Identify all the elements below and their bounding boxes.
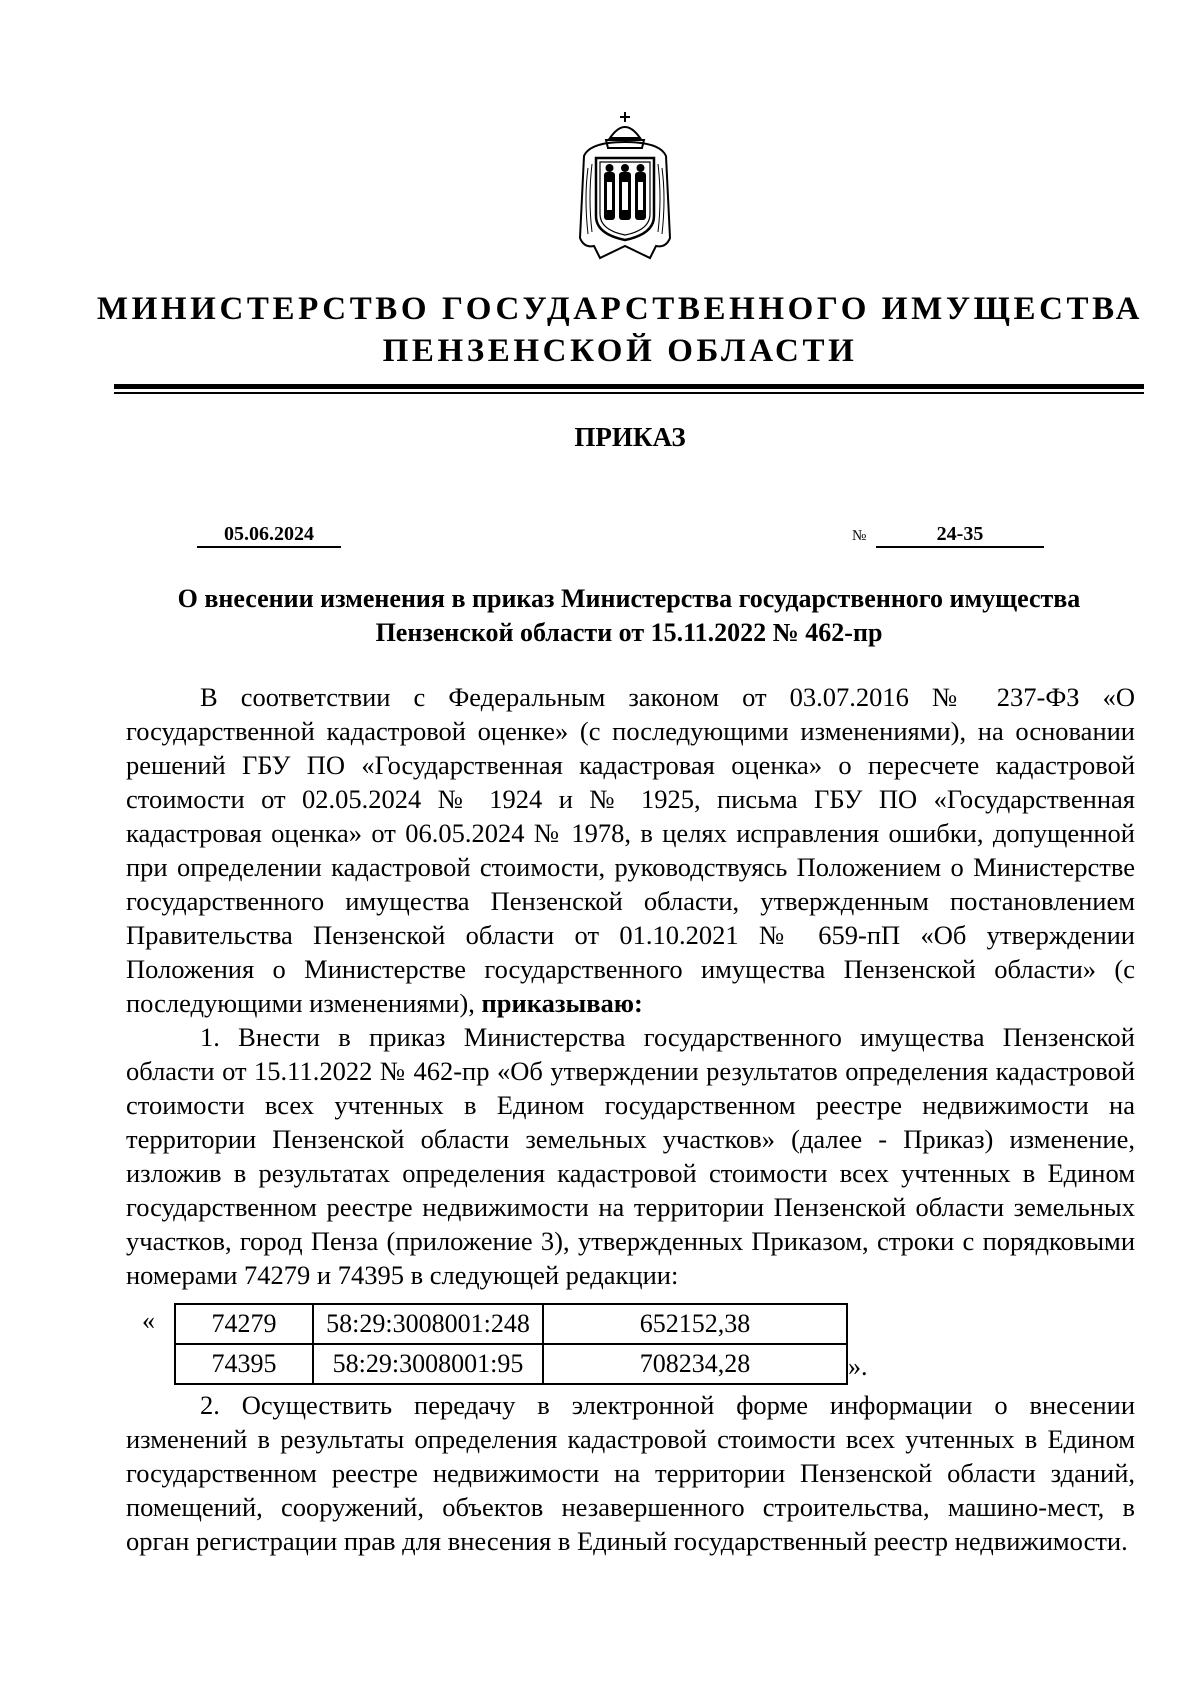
document-subject [114,582,1144,650]
subject-line1: О внесении изменения в приказ Министерства государственного имущества [177,584,1081,613]
document-type: ПРИКАЗ [574,422,686,452]
cadastral-table [174,1303,848,1385]
document-number: 24-35 [876,522,1044,548]
table-row [175,1344,847,1384]
item-2-paragraph: 2. Осуществить передачу в электронной форме информации о внесении изменений в результаты определения кадастровой стоимости всех учтенных в Едином государственном реестре недвижимости на территории Пензенской области зданий, помещений, сооружений, объектов незавершенного строительства, машино-мест, в орган регистрации прав для внесения в Единый государственный реестр недвижимости. [126,1390,1135,1556]
preamble-text: В соответствии с Федеральным законом от 03.07.2016 № 237-ФЗ «О государственной кадастровой оценке» (с последующими изменениями), на основании решений ГБУ ПО «Государственная кадастровая оценка» о пересчете кадастровой стоимости от 02.05.2024 № 1924 и № 1925, письма ГБУ ПО «Государственная кадастровая оценка» от 06.05.2024 № 1978, в целях исправления ошибки, допущенной при определении кадастровой стоимости, руководствуясь Положением о Министерстве государственного имущества Пензенской области, утвержденным постановлением Правительства Пензенской области от 01.10.2021 № 659-пП «Об утверждении Положения о Министерстве государственного имущества Пензенской области» (с последующими изменениями), [126,682,1135,1018]
subject-line2: Пензенской области от 15.11.2022 № 462-пр [375,618,883,647]
preamble-paragraph [126,680,1135,1020]
ministry-title-line1: МИНИСТЕРСТВО ГОСУДАРСТВЕННОГО ИМУЩЕСТВА [96,291,1144,327]
ministry-title [0,288,1200,372]
quote-open: « [142,1306,155,1335]
document-date: 05.06.2024 [197,522,341,548]
cadastral-number-cell: 58:29:3008001:95 [313,1344,543,1384]
row-number-cell: 74395 [175,1344,313,1384]
cadastral-value-cell: 708234,28 [543,1344,847,1384]
ministry-title-line2: ПЕНЗЕНСКОЙ ОБЛАСТИ [382,333,858,369]
item-1-paragraph: 1. Внести в приказ Министерства государственного имущества Пензенской области от 15.11.2022 № 462-пр «Об утверждении результатов определения кадастровой стоимости всех учтенных в Едином государственном реестре недвижимости на территории Пензенской области земельных участков» (далее - Приказ) изменение, изложив в результатах определения кадастровой стоимости всех учтенных в Едином государственном реестре недвижимости на территории Пензенской области земельных участков, город Пенза (приложение 3), утвержденных Приказом, строки с порядковыми номерами 74279 и 74395 в следующей редакции: [126,1022,1135,1290]
row-number-cell: 74279 [175,1304,313,1344]
table-row [175,1304,847,1344]
cadastral-value-cell: 652152,38 [543,1304,847,1344]
cadastral-number-cell: 58:29:3008001:248 [313,1304,543,1344]
quote-close: ». [848,1352,868,1381]
coat-of-arms-icon [570,108,680,264]
document-body-continued [126,1388,1135,1558]
header-divider-thick [114,384,1144,389]
order-word: приказываю: [481,988,643,1018]
document-body [126,680,1135,1292]
number-sign: № [852,528,867,544]
header-divider-thin [114,392,1144,394]
